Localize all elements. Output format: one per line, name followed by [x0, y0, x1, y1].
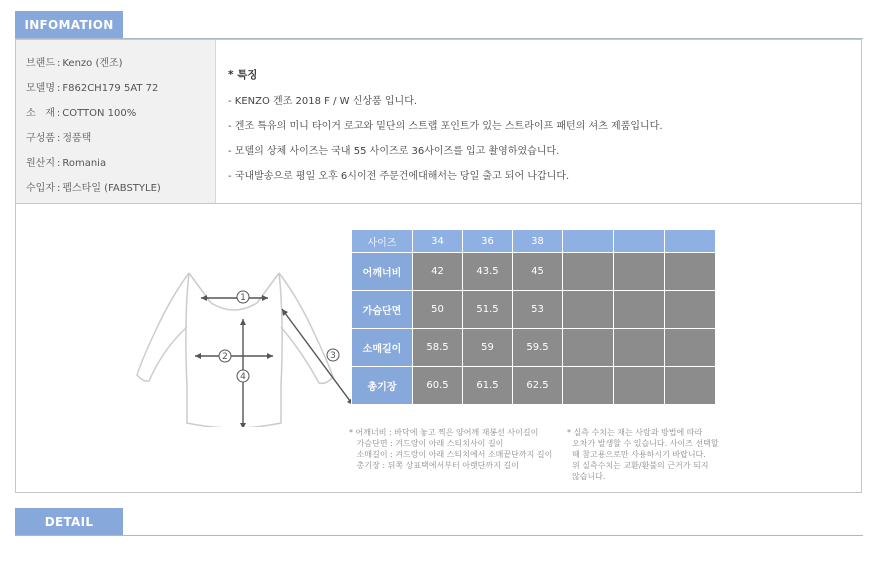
- size-table-header: [352, 230, 716, 253]
- row-label: 가슴단면: [352, 291, 413, 329]
- feature-line: - 국내발송으로 평일 오후 6시이전 주문건에대해서는 당일 출고 되어 나갑니다.: [228, 171, 570, 182]
- table-cell-empty: [563, 367, 614, 405]
- marker-4: 4: [240, 372, 246, 382]
- table-cell: 59: [463, 329, 513, 367]
- table-cell-empty: [665, 291, 716, 329]
- table-cell: 61.5: [463, 367, 513, 405]
- feature-line: - KENZO 겐조 2018 F / W 신상품 입니다.: [228, 96, 418, 107]
- marker-3: 3: [330, 351, 336, 361]
- table-cell: 60.5: [413, 367, 463, 405]
- measurement-disclaimer: * 실측 수치는 재는 사람과 방법에 따라 오차가 발생할 수 있습니다. 사이즈 선택할 때 참고용으로만 사용하시기 바랍니다. 위 실측수치는 교환/환불의 근거가 되지 않습니다.: [567, 428, 719, 481]
- table-cell-empty: [614, 253, 665, 291]
- marker-2: 2: [222, 352, 228, 362]
- table-cell-empty: [614, 291, 665, 329]
- size-header-cell: 36: [463, 230, 513, 253]
- table-cell-empty: [665, 253, 716, 291]
- table-cell: 42: [413, 253, 463, 291]
- shirt-measurement-diagram: [121, 247, 351, 427]
- sleeve-length-line: [282, 309, 351, 405]
- table-cell-empty: [563, 253, 614, 291]
- table-cell-empty: [665, 329, 716, 367]
- information-panel: [15, 39, 862, 493]
- size-header-label: 사이즈: [352, 230, 413, 253]
- shirt-outline-icon: [137, 273, 333, 427]
- spec-brand: 브랜드 : Kenzo (겐조): [26, 58, 123, 69]
- table-cell: 50: [413, 291, 463, 329]
- size-header-empty: [563, 230, 614, 253]
- table-row: [352, 367, 716, 405]
- table-row: [352, 329, 716, 367]
- table-cell: 59.5: [513, 329, 563, 367]
- detail-header-line: [15, 535, 863, 536]
- row-label: 어깨너비: [352, 253, 413, 291]
- table-cell: 53: [513, 291, 563, 329]
- table-cell: 51.5: [463, 291, 513, 329]
- spec-importer: 수입자 : 펩스타일 (FABSTYLE): [26, 183, 161, 194]
- table-cell-empty: [563, 291, 614, 329]
- size-table: [351, 229, 716, 405]
- table-cell-empty: [563, 329, 614, 367]
- row-label: 총기장: [352, 367, 413, 405]
- table-cell-empty: [614, 329, 665, 367]
- feature-line: - 모델의 상체 사이즈는 국내 55 사이즈로 36사이즈를 입고 촬영하였습니다.: [228, 146, 560, 157]
- spec-origin: 원산지 : Romania: [26, 158, 107, 169]
- table-cell: 43.5: [463, 253, 513, 291]
- spec-column: [16, 40, 216, 203]
- feature-line: - 겐조 특유의 미니 타이거 로고와 밑단의 스트랩 포인트가 있는 스트라이프 패턴의 셔츠 제품입니다.: [228, 121, 663, 132]
- measurement-notes: * 어깨너비 : 바닥에 놓고 찍은 양어깨 재봉선 사이길이 가슴단면 : 겨드랑이 아래 스티치사이 길이 소매길이 : 겨드랑이 아래 스티치에서 소매끝단까지 길이 총기장 : 뒤쪽 상표택에서부터 아랫단까지 길이: [349, 428, 553, 470]
- size-header-empty: [614, 230, 665, 253]
- table-row: [352, 253, 716, 291]
- table-cell-empty: [665, 367, 716, 405]
- marker-1: 1: [240, 293, 246, 303]
- spec-material: 소 재 : COTTON 100%: [26, 108, 137, 119]
- information-tab: INFOMATION: [15, 11, 123, 39]
- table-cell: 58.5: [413, 329, 463, 367]
- features-title: * 특징: [228, 69, 258, 81]
- table-cell-empty: [614, 367, 665, 405]
- detail-tab: DETAIL: [15, 508, 123, 536]
- size-header-cell: 38: [513, 230, 563, 253]
- row-label: 소매길이: [352, 329, 413, 367]
- table-row: [352, 291, 716, 329]
- section-divider: [16, 203, 861, 204]
- size-header-cell: 34: [413, 230, 463, 253]
- spec-model: 모델명 : F862CH179 5AT 72: [26, 83, 159, 94]
- table-cell: 45: [513, 253, 563, 291]
- size-header-empty: [665, 230, 716, 253]
- table-cell: 62.5: [513, 367, 563, 405]
- spec-components: 구성품 : 정품택: [26, 133, 92, 144]
